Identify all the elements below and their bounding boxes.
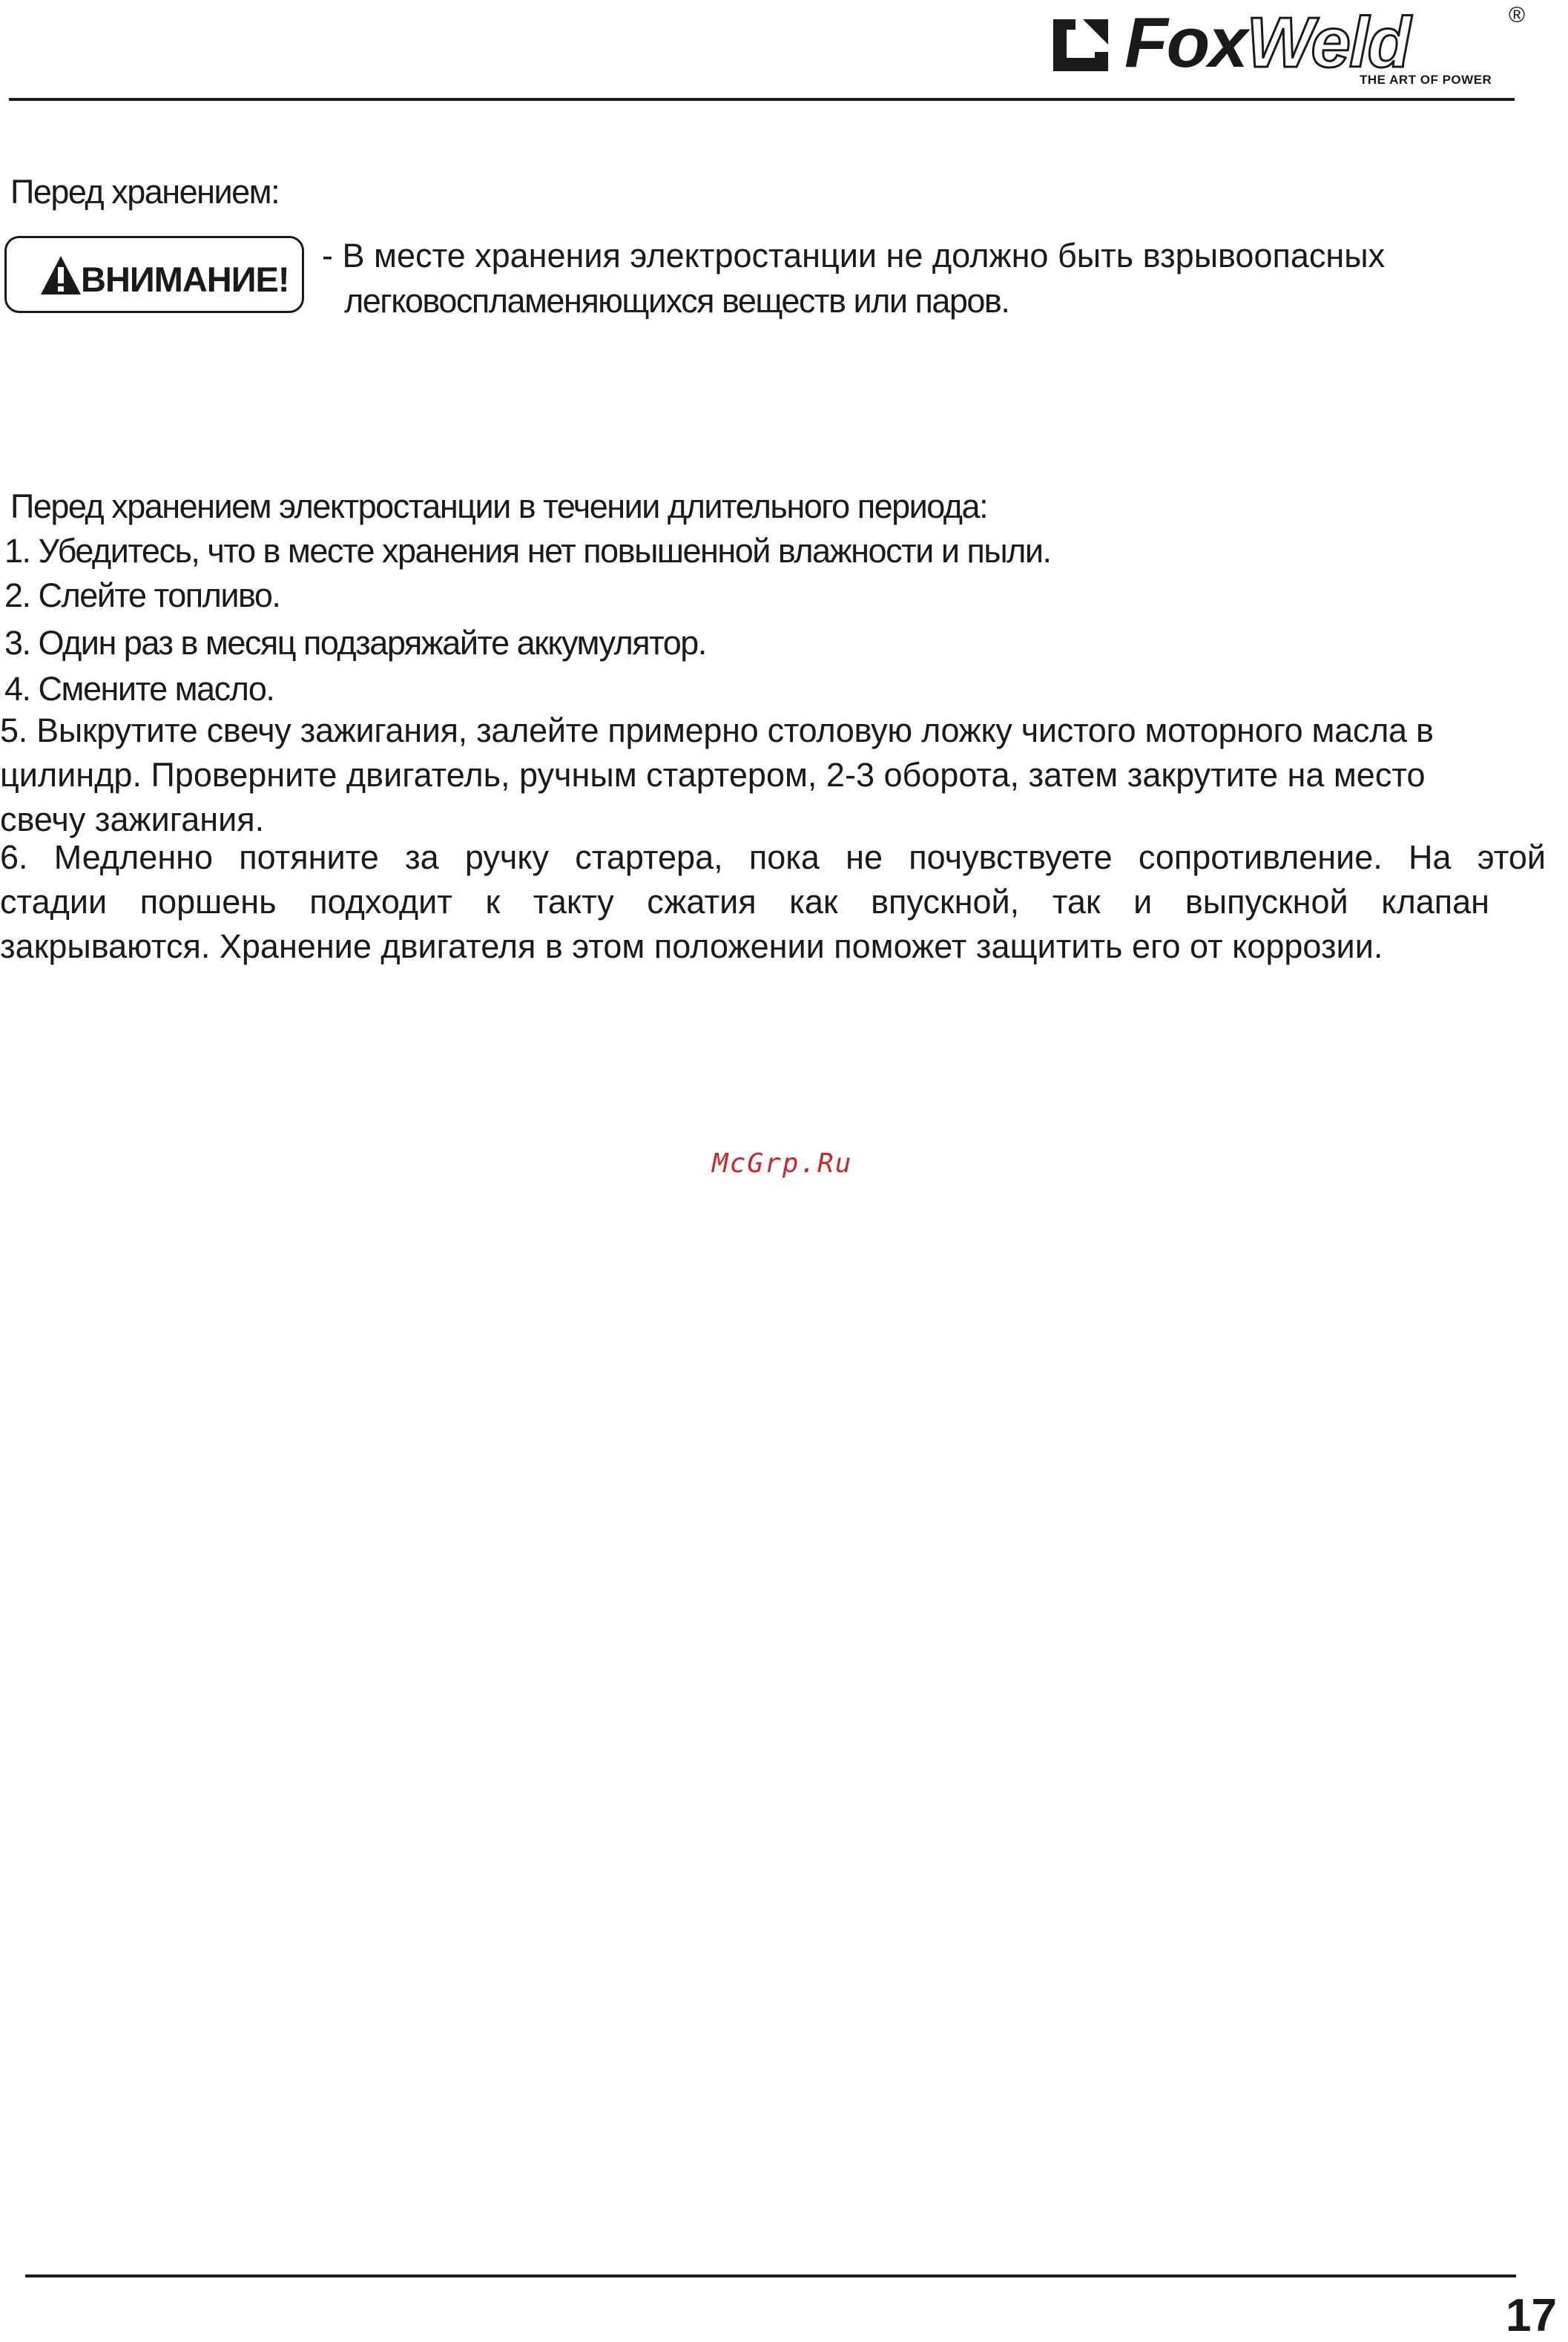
storage-title: Перед хранением: (10, 173, 280, 211)
list-item-6-line1: 6. Медленно потяните за ручку стартера, пока не почувствуете сопротивление. На этой (0, 838, 1546, 876)
list-item-3: 3. Один раз в месяц подзаряжайте аккумулятор. (4, 624, 706, 662)
list-item-6 (0, 835, 1546, 969)
warning-text-line1: - В месте хранения электростанции не должно быть взрывоопасных (322, 237, 1386, 274)
list-item-4: 4. Смените масло. (4, 670, 274, 708)
list-item-6-line3: закрываются. Хранение двигателя в этом положении поможет защитить его от коррозии. (0, 927, 1383, 965)
brand-name (1124, 3, 1410, 82)
registered-mark: ® (1509, 3, 1526, 27)
list-item-5-line3: свечу зажигания. (0, 800, 265, 838)
long-storage-title: Перед хранением электростанции в течении длительного периода: (10, 487, 988, 525)
page-number: 17 (1506, 2290, 1557, 2341)
list-item-2: 2. Слейте топливо. (4, 576, 280, 614)
brand-fox: Fox (1124, 3, 1247, 82)
warning-triangle-icon (39, 254, 82, 296)
list-item-6-line2: стадии поршень подходит к такту сжатия как впускной, так и выпускной клапан (0, 883, 1489, 921)
list-item-5-line1: 5. Выкрутите свечу зажигания, залейте примерно столовую ложку чистого моторного масла в (0, 711, 1434, 749)
foxweld-logo (1050, 4, 1525, 92)
watermark: McGrp.Ru (712, 1148, 853, 1179)
list-item-1: 1. Убедитесь, что в месте хранения нет повышенной влажности и пыли. (4, 532, 1051, 570)
brand-tagline: THE ART OF POWER (1360, 73, 1492, 87)
brand-weld: Weld (1246, 3, 1410, 82)
list-item-5-line2: цилиндр. Проверните двигатель, ручным стартером, 2-3 оборота, затем закрутите на место (0, 756, 1426, 794)
warning-badge (4, 236, 304, 313)
footer-divider (25, 2274, 1516, 2277)
logo-mark-icon (1050, 13, 1111, 74)
warning-text-line2: легковоспламеняющихся веществ или паров. (344, 282, 1009, 320)
warning-label: ВНИМАНИЕ! (81, 260, 289, 299)
header-divider (9, 98, 1515, 101)
